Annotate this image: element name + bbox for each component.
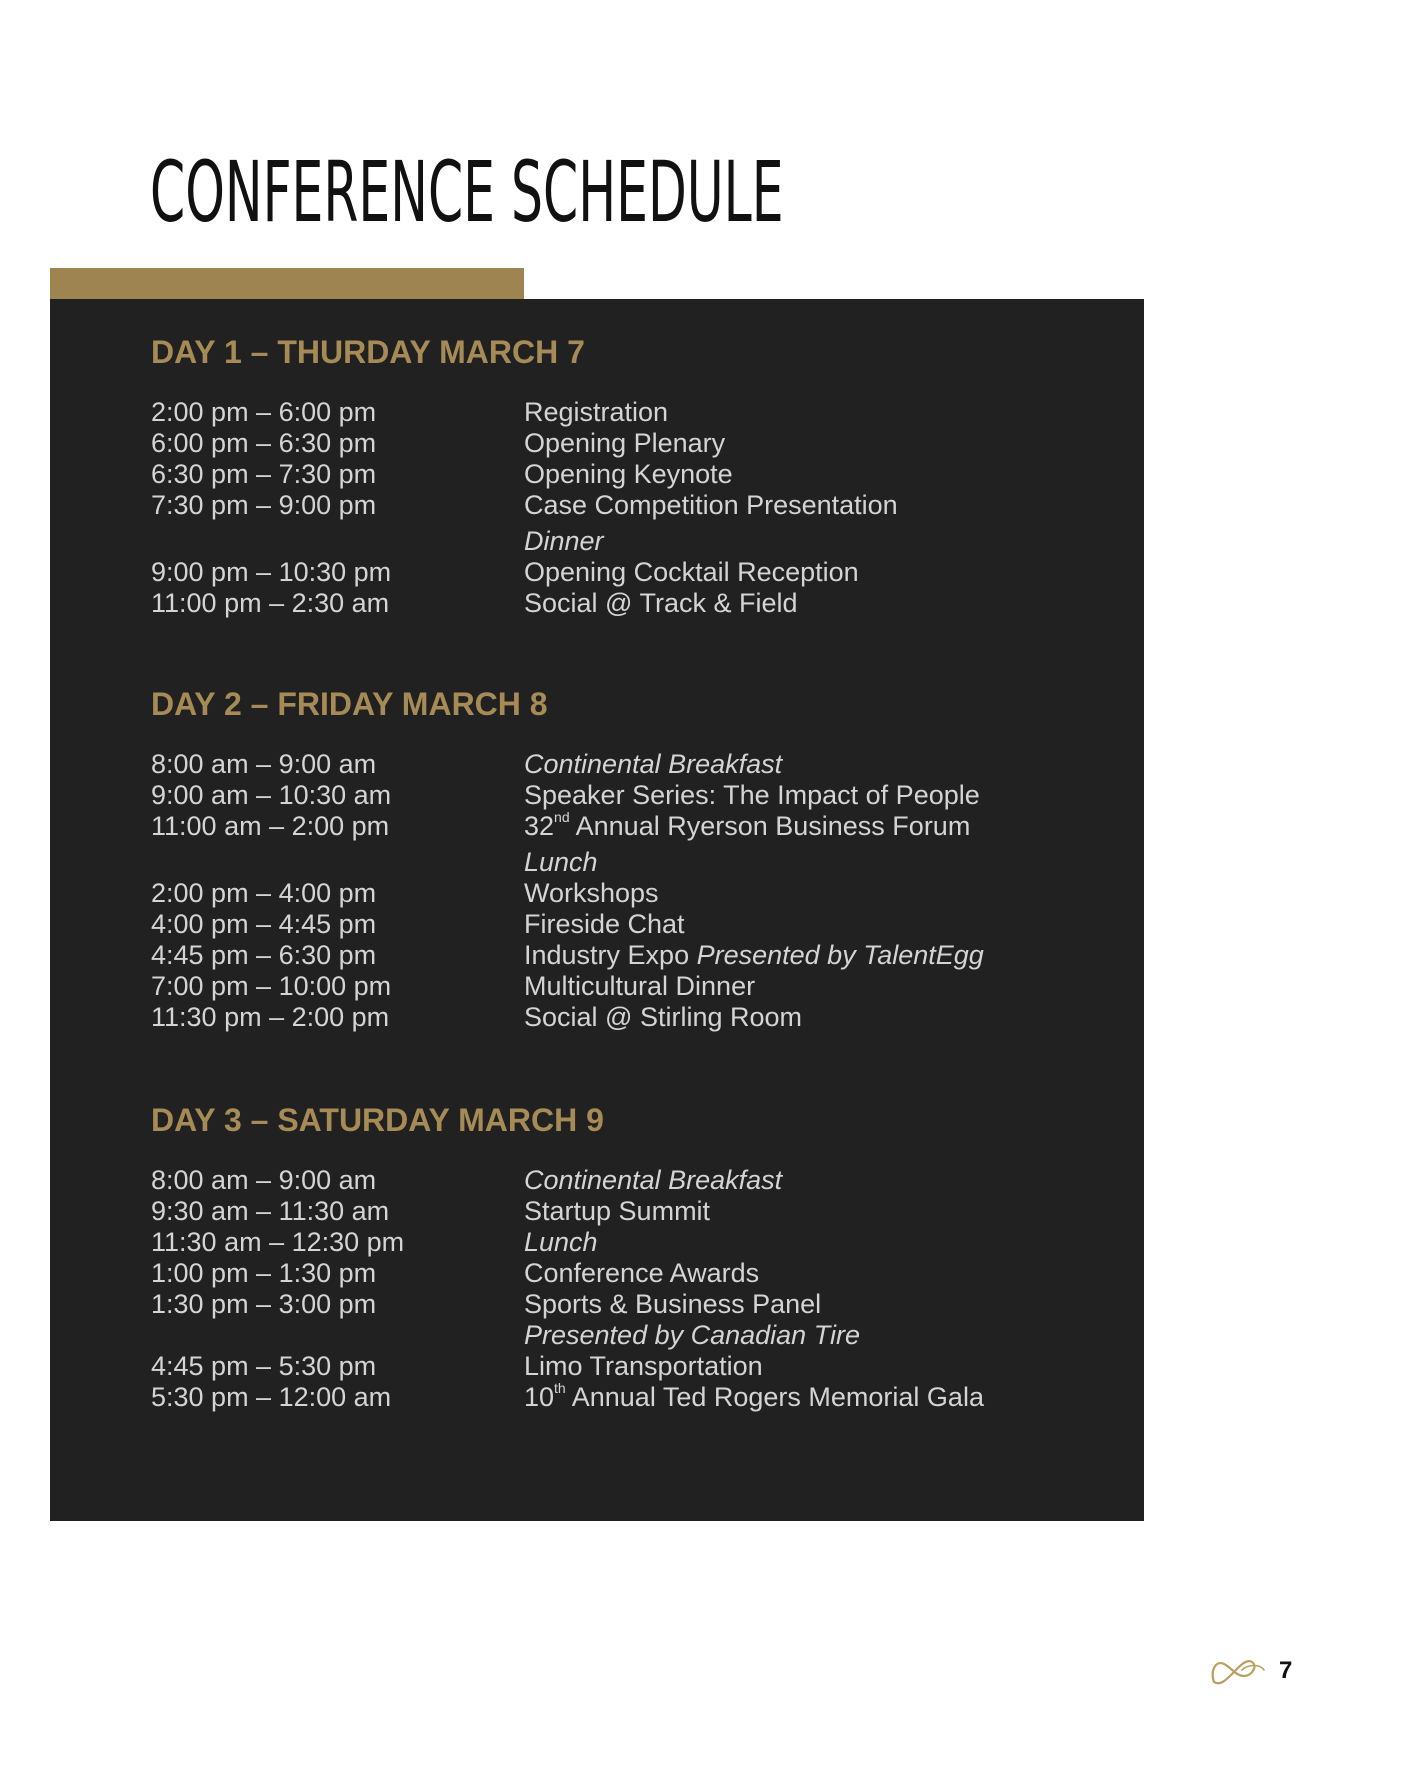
- event-ordinal-number: 32: [524, 811, 555, 841]
- event-name: [524, 811, 1051, 847]
- time-slot: 11:30 am – 12:30 pm: [151, 1227, 405, 1257]
- event-name: Case Competition Presentation: [524, 490, 898, 520]
- ordinal-suffix: nd: [554, 809, 570, 825]
- infinity-swirl-icon: [1208, 1652, 1268, 1690]
- schedule-row: [151, 909, 1051, 940]
- schedule-row: [151, 940, 1051, 971]
- time-slot: 8:00 am – 9:00 am: [151, 1165, 377, 1195]
- time-slot: [151, 526, 524, 557]
- event-name: [524, 1227, 1051, 1258]
- event-sponsor: Presented by TalentEgg: [696, 940, 984, 970]
- event-name: Social @ Track & Field: [524, 588, 798, 618]
- event-name-rest: Annual Ryerson Business Forum: [569, 811, 971, 841]
- event-name: Limo Transportation: [524, 1351, 763, 1381]
- day-heading: DAY 3 – SATURDAY MARCH 9: [151, 1102, 604, 1138]
- schedule-row: [151, 878, 1051, 909]
- time-slot: 11:00 am – 2:00 pm: [151, 811, 390, 841]
- schedule-row: [151, 428, 1051, 459]
- event-name: Fireside Chat: [524, 909, 685, 939]
- schedule-row: [151, 1165, 1051, 1196]
- time-slot: [151, 847, 524, 878]
- schedule-row: [151, 780, 1051, 811]
- schedule-row: [151, 811, 1051, 847]
- event-name: Opening Cocktail Reception: [524, 557, 859, 587]
- time-slot: 7:00 pm – 10:00 pm: [151, 971, 392, 1001]
- gold-accent-bar: [50, 268, 524, 299]
- schedule-row: [151, 1351, 1051, 1382]
- time-slot: 9:00 am – 10:30 am: [151, 780, 392, 810]
- schedule-row: [151, 847, 1051, 878]
- event-sponsor: Presented by Canadian Tire: [524, 1320, 860, 1350]
- event-name: Registration: [524, 397, 669, 427]
- schedule-row: [151, 490, 1051, 526]
- time-slot: 2:00 pm – 6:00 pm: [151, 397, 377, 427]
- event-name: [524, 847, 1051, 878]
- time-slot: 5:30 pm – 12:00 am: [151, 1382, 392, 1412]
- schedule-row: [151, 1196, 1051, 1227]
- event-name-main: Industry Expo: [524, 940, 697, 970]
- schedule-row: [151, 971, 1051, 1002]
- time-slot: 11:00 pm – 2:30 am: [151, 588, 390, 618]
- event-italic: Lunch: [524, 1227, 598, 1257]
- time-slot: 7:30 pm – 9:00 pm: [151, 490, 377, 520]
- schedule-row: [151, 1320, 1051, 1351]
- event-name: Conference Awards: [524, 1258, 760, 1288]
- schedule-row: [151, 1002, 1051, 1033]
- schedule-row: [151, 749, 1051, 780]
- schedule-row: [151, 1258, 1051, 1289]
- time-slot: 2:00 pm – 4:00 pm: [151, 878, 377, 908]
- schedule-row: [151, 397, 1051, 428]
- time-slot: 6:30 pm – 7:30 pm: [151, 459, 377, 489]
- time-slot: 9:30 am – 11:30 am: [151, 1196, 390, 1226]
- event-name: Speaker Series: The Impact of People: [524, 780, 980, 810]
- event-italic: Continental Breakfast: [524, 1165, 783, 1195]
- time-slot: 4:45 pm – 6:30 pm: [151, 940, 377, 970]
- ordinal-suffix: th: [554, 1380, 566, 1396]
- day-heading: DAY 1 – THURDAY MARCH 7: [151, 334, 585, 370]
- schedule-row: [151, 526, 1051, 557]
- event-name-rest: Annual Ted Rogers Memorial Gala: [565, 1382, 984, 1412]
- event-name: [524, 940, 1051, 971]
- event-name: [524, 1320, 1051, 1351]
- event-name: Sports & Business Panel: [524, 1289, 822, 1319]
- event-name: [524, 1382, 1051, 1413]
- event-name: Opening Plenary: [524, 428, 726, 458]
- schedule-row: [151, 557, 1051, 588]
- schedule-panel: [50, 299, 1144, 1521]
- event-italic: Continental Breakfast: [524, 749, 783, 779]
- time-slot: [151, 1320, 524, 1351]
- schedule-row: [151, 459, 1051, 490]
- time-slot: 1:30 pm – 3:00 pm: [151, 1289, 377, 1319]
- event-ordinal-number: 10: [524, 1382, 555, 1412]
- page-number: 7: [1279, 1657, 1293, 1684]
- page-title: CONFERENCE SCHEDULE: [150, 143, 784, 241]
- time-slot: 9:00 pm – 10:30 pm: [151, 557, 392, 587]
- schedule-row: [151, 1289, 1051, 1320]
- day-3-section: [151, 1101, 1051, 1413]
- event-italic: Lunch: [524, 847, 598, 877]
- schedule-row: [151, 588, 1051, 619]
- event-name: [524, 749, 1051, 780]
- day-1-section: [151, 333, 1051, 619]
- event-name: Social @ Stirling Room: [524, 1002, 803, 1032]
- event-name: [524, 1165, 1051, 1196]
- schedule-row: [151, 1382, 1051, 1413]
- event-name: Startup Summit: [524, 1196, 711, 1226]
- event-name: Multicultural Dinner: [524, 971, 756, 1001]
- time-slot: 6:00 pm – 6:30 pm: [151, 428, 377, 458]
- day-heading: DAY 2 – FRIDAY MARCH 8: [151, 686, 548, 722]
- time-slot: 11:30 pm – 2:00 pm: [151, 1002, 390, 1032]
- day-2-section: [151, 685, 1051, 1033]
- event-italic: Dinner: [524, 526, 604, 556]
- time-slot: 8:00 am – 9:00 am: [151, 749, 377, 779]
- time-slot: 4:45 pm – 5:30 pm: [151, 1351, 377, 1381]
- event-name: Workshops: [524, 878, 659, 908]
- time-slot: 4:00 pm – 4:45 pm: [151, 909, 377, 939]
- schedule-row: [151, 1227, 1051, 1258]
- event-name: Opening Keynote: [524, 459, 733, 489]
- event-name: [524, 526, 1051, 557]
- time-slot: 1:00 pm – 1:30 pm: [151, 1258, 377, 1288]
